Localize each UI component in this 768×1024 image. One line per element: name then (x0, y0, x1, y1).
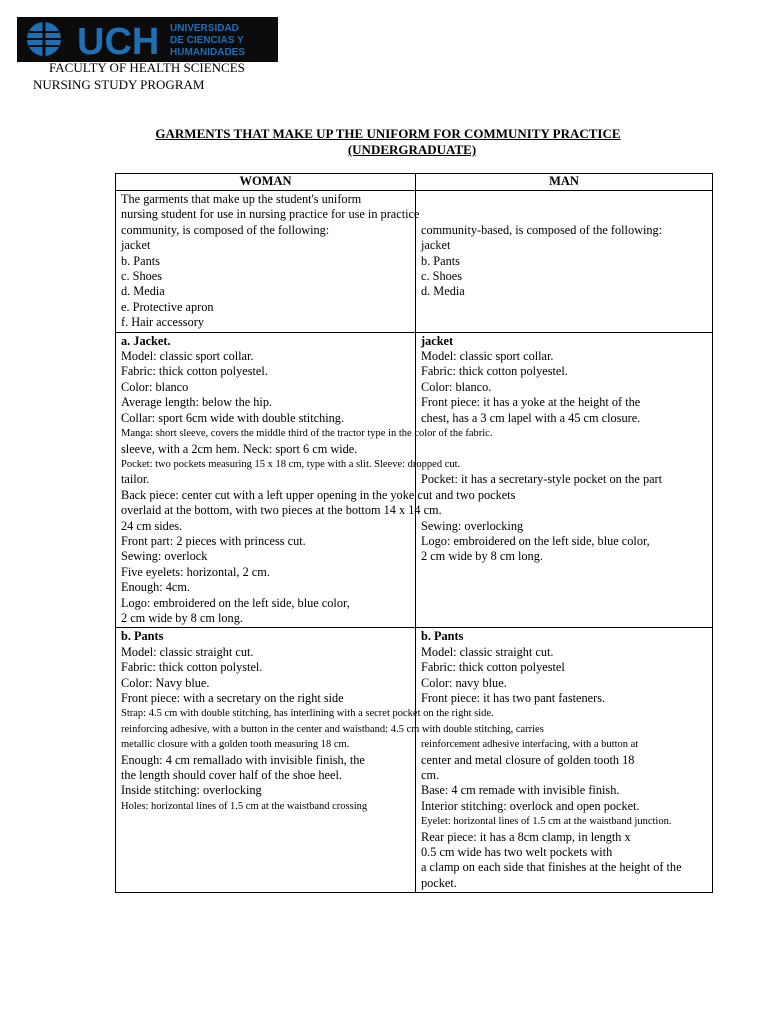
pants-man-line: Base: 4 cm remade with invisible finish. (421, 783, 620, 798)
header-man: MAN (416, 174, 713, 191)
logo-text: UCH (77, 21, 160, 62)
intro-woman-line: e. Protective apron (121, 299, 214, 314)
jacket-woman-line: tailor. (121, 472, 150, 487)
pants-woman-line: Fabric: thick cotton polystel. (121, 660, 263, 675)
pants-man-line: Model: classic straight cut. (421, 644, 554, 659)
document-subtitle: (UNDERGRADUATE) (347, 142, 477, 157)
pants-man-cell (416, 628, 713, 893)
pants-woman-line: Inside stitching: overlocking (121, 783, 262, 798)
document-title: GARMENTS THAT MAKE UP THE UNIFORM FOR COMMUNITY PRACTICE (155, 126, 621, 141)
intro-woman-line: nursing student for use in nursing practice for use in practice (121, 207, 420, 222)
intro-woman-line: community, is composed of the following: (121, 222, 330, 237)
pants-man-heading: b. Pants (421, 629, 464, 644)
intro-woman-line: b. Pants (121, 253, 160, 268)
jacket-woman-line: Color: blanco (121, 379, 189, 394)
logo-subtext-2: DE CIENCIAS Y (170, 35, 244, 46)
pants-woman-line: Model: classic straight cut. (121, 644, 254, 659)
jacket-woman-line: 2 cm wide by 8 cm long. (121, 610, 243, 625)
intro-man-line: community-based, is composed of the following: (421, 222, 663, 237)
intro-man-line (421, 192, 707, 207)
jacket-woman-line: Sewing: overlock (121, 549, 208, 564)
logo-subtext-3: HUMANIDADES (170, 47, 245, 58)
jacket-woman-line: Fabric: thick cotton polyestel. (121, 364, 268, 379)
pants-man-line: Front piece: it has two pant fasteners. (421, 691, 606, 705)
intro-man-line: jacket (421, 238, 451, 253)
jacket-man-line: Pocket: it has a secretary-style pocket on the part (421, 472, 663, 487)
intro-woman-line: d. Media (121, 284, 165, 299)
pants-woman-line: Enough: 4 cm remallado with invisible finish, the (121, 752, 365, 767)
jacket-woman-heading: a. Jacket. (121, 333, 171, 348)
jacket-man-line: Fabric: thick cotton polyestel. (421, 364, 568, 379)
intro-man-line: c. Shoes (421, 269, 462, 284)
pants-woman-line: Holes: horizontal lines of 1.5 cm at the waistband crossing (121, 800, 368, 812)
intro-woman-cell (116, 191, 420, 333)
jacket-woman-line: sleeve, with a 2cm hem. Neck: sport 6 cm wide. (121, 441, 358, 456)
jacket-man-line (421, 442, 707, 457)
jacket-man-line: Model: classic sport collar. (421, 349, 554, 364)
jacket-man-line: chest, has a 3 cm lapel with a 45 cm closure. (421, 410, 641, 425)
university-logo (17, 17, 278, 62)
pants-row (116, 628, 713, 893)
pants-man-line: pocket. (421, 875, 457, 890)
uniform-table (115, 173, 713, 893)
jacket-man-line (421, 457, 707, 472)
jacket-woman-line: Front part: 2 pieces with princess cut. (121, 533, 306, 548)
jacket-man-cell (416, 332, 713, 628)
intro-man-line (421, 207, 707, 222)
intro-man-line: b. Pants (421, 253, 460, 268)
pants-man-line: Fabric: thick cotton polyestel (421, 660, 565, 675)
jacket-woman-line: Logo: embroidered on the left side, blue color, (121, 595, 350, 610)
pants-woman-line: metallic closure with a golden tooth measuring 18 cm. (121, 739, 350, 751)
header-woman: WOMAN (116, 174, 416, 191)
jacket-woman-line: Back piece: center cut with a left upper opening in the yoke cut and two pockets (121, 487, 516, 502)
pants-man-line: Eyelet: horizontal lines of 1.5 cm at the waistband junction. (421, 816, 672, 828)
jacket-woman-line: Enough: 4cm. (121, 580, 190, 595)
pants-woman-line: Front piece: with a secretary on the right side (121, 691, 344, 705)
jacket-woman-line: Average length: below the hip. (121, 395, 273, 410)
faculty-name: FACULTY OF HEALTH SCIENCES (49, 60, 245, 75)
intro-woman-line: The garments that make up the student's uniform (121, 192, 362, 206)
intro-man-cell (416, 191, 713, 333)
pants-woman-line: Strap: 4.5 cm with double stitching, has interlining with a secret pocket on the right side. (121, 708, 494, 720)
pants-man-line: a clamp on each side that finishes at the height of the (421, 860, 682, 875)
jacket-man-line (421, 503, 707, 518)
jacket-woman-line: 24 cm sides. (121, 518, 183, 533)
pants-woman-heading: b. Pants (121, 629, 164, 644)
intro-woman-line: f. Hair accessory (121, 315, 204, 330)
jacket-man-line: 2 cm wide by 8 cm long. (421, 549, 543, 564)
jacket-woman-line: Model: classic sport collar. (121, 349, 254, 364)
jacket-row (116, 332, 713, 628)
jacket-woman-line: Five eyelets: horizontal, 2 cm. (121, 564, 270, 579)
logo-subtext-1: UNIVERSIDAD (170, 23, 239, 34)
uch-logo-graphic (17, 17, 278, 62)
pants-man-line: Rear piece: it has a 8cm clamp, in length x (421, 829, 631, 844)
pants-woman-line: reinforcing adhesive, with a button in the center and waistband: 4.5 cm with double stitching, carries (121, 723, 544, 735)
intro-man-line: d. Media (421, 284, 465, 299)
pants-man-line: Interior stitching: overlock and open pocket. (421, 798, 640, 813)
jacket-woman-line: overlaid at the bottom, with two pieces at the bottom 14 x 14 cm. (121, 503, 442, 518)
program-name: NURSING STUDY PROGRAM (33, 77, 205, 92)
pants-woman-line: Color: Navy blue. (121, 675, 210, 690)
jacket-man-heading: jacket (421, 333, 454, 348)
jacket-man-line: Sewing: overlocking (421, 518, 524, 533)
pants-man-line: 0.5 cm wide has two welt pockets with (421, 845, 613, 860)
intro-woman-line: jacket (121, 238, 151, 253)
jacket-woman-line: Collar: sport 6cm wide with double stitching. (121, 410, 345, 425)
jacket-woman-line: Pocket: two pockets measuring 15 x 18 cm, type with a slit. Sleeve: dropped cut. (121, 458, 461, 470)
jacket-man-line: Logo: embroidered on the left side, blue color, (421, 533, 650, 548)
pants-man-line: cm. (421, 768, 440, 783)
pants-man-line: reinforcement adhesive interfacing, with a button at (421, 739, 639, 751)
pants-man-line: center and metal closure of golden tooth 18 (421, 752, 635, 767)
jacket-man-line: Color: blanco. (421, 379, 492, 394)
intro-woman-line: c. Shoes (121, 269, 162, 284)
intro-row (116, 191, 713, 333)
jacket-man-line: Front piece: it has a yoke at the height of the (421, 395, 641, 410)
pants-man-line: Color: navy blue. (421, 675, 507, 690)
table-header-row (116, 174, 713, 191)
pants-woman-line: the length should cover half of the shoe heel. (121, 768, 342, 783)
jacket-woman-line: Manga: short sleeve, covers the middle third of the tractor type in the color of the fabric. (121, 428, 493, 440)
